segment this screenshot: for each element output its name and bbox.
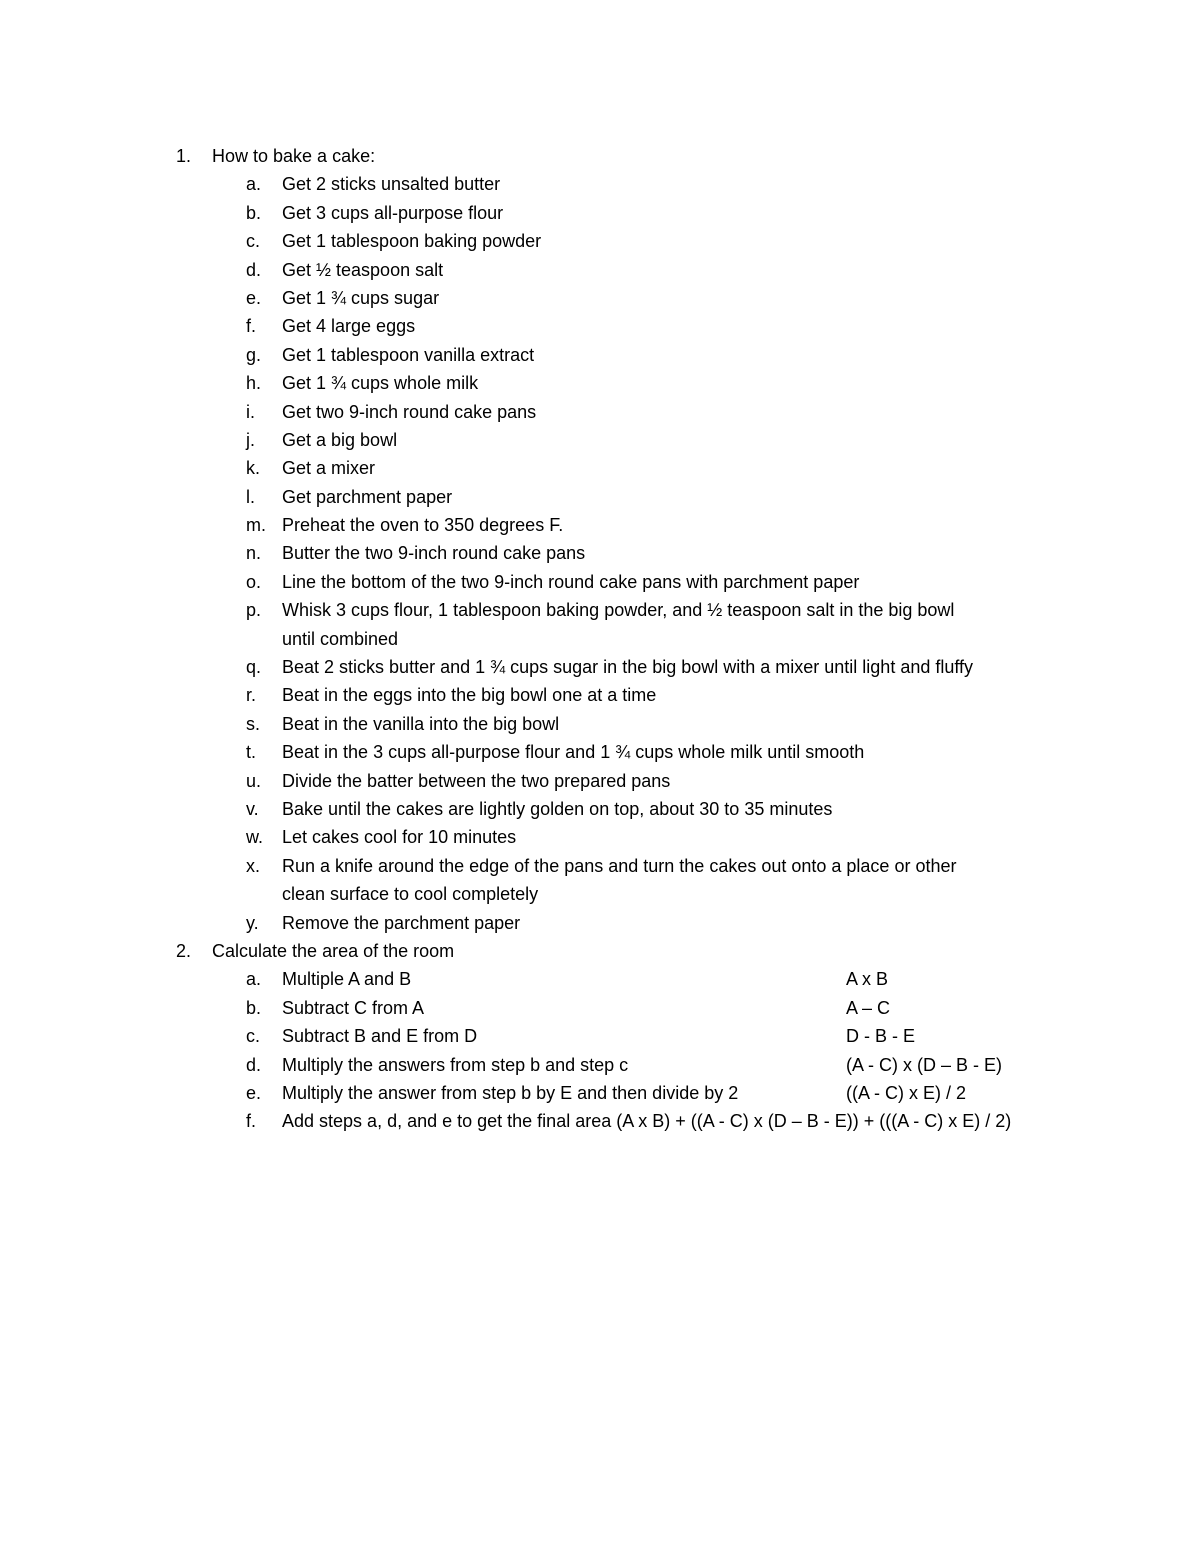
list-item-text: Beat in the 3 cups all-purpose flour and 1 ¾ cups whole milk until smooth — [282, 742, 865, 763]
list-item-letter: b. — [246, 997, 262, 1018]
list-item-text: Get 2 sticks unsalted butter — [282, 174, 501, 195]
list-item-text: Get parchment paper — [282, 486, 453, 507]
list-item — [0, 369, 1200, 397]
list-item-letter: l. — [246, 486, 255, 507]
list-item-text: Bake until the cakes are lightly golden on top, about 30 to 35 minutes — [282, 798, 833, 819]
list-item — [0, 909, 1200, 937]
list-item — [0, 511, 1200, 539]
list-item-letter: t. — [246, 742, 257, 763]
list-item-letter: h. — [246, 373, 262, 394]
list-item-letter: g. — [246, 344, 262, 365]
list-item-letter: u. — [246, 770, 262, 791]
section-title: How to bake a cake: — [212, 146, 376, 166]
list-item-continuation — [0, 625, 1200, 653]
list-item-letter: x. — [246, 855, 261, 876]
list-item-text: Butter the two 9-inch round cake pans — [282, 543, 586, 564]
list-item — [0, 483, 1200, 511]
list-item-text: Get ½ teaspoon salt — [282, 259, 444, 280]
list-item-text: Get two 9-inch round cake pans — [282, 401, 537, 422]
list-item-letter: m. — [246, 515, 266, 536]
step-list — [0, 965, 1200, 1135]
list-item-letter: f. — [246, 1111, 257, 1132]
list-item-text: Subtract B and E from D — [282, 1026, 478, 1047]
list-item — [0, 994, 1200, 1022]
list-item — [0, 596, 1200, 624]
list-item — [0, 1079, 1200, 1107]
list-item-formula: D - B - E — [846, 1026, 916, 1047]
list-item — [0, 341, 1200, 369]
list-item-letter: e. — [246, 287, 262, 308]
list-item-letter: y. — [246, 912, 259, 933]
list-item-text: Multiply the answers from step b and step c — [282, 1054, 629, 1075]
list-item — [0, 823, 1200, 851]
list-item — [0, 454, 1200, 482]
list-item-letter: a. — [246, 174, 262, 195]
list-item-letter: e. — [246, 1082, 262, 1103]
list-item-text: Multiply the answer from step b by E and then divide by 2 — [282, 1082, 739, 1103]
list-item-letter: j. — [246, 429, 255, 450]
list-item — [0, 1051, 1200, 1079]
list-item-text: Get 1 tablespoon baking powder — [282, 231, 542, 252]
list-item-text: Get 1 ¾ cups sugar — [282, 287, 440, 308]
list-item-text: Whisk 3 cups flour, 1 tablespoon baking powder, and ½ teaspoon salt in the big bowl — [282, 600, 955, 621]
list-item-letter: c. — [246, 231, 261, 252]
list-item-formula: A – C — [846, 997, 891, 1018]
list-item — [0, 1107, 1200, 1135]
list-item — [0, 1022, 1200, 1050]
list-item-letter: n. — [246, 543, 262, 564]
list-item-text: Get a mixer — [282, 458, 376, 479]
list-item-text: until combined — [282, 628, 399, 649]
list-item-text: Run a knife around the edge of the pans and turn the cakes out onto a place or other — [282, 855, 957, 876]
list-item-letter: v. — [246, 798, 259, 819]
list-item-letter: o. — [246, 571, 262, 592]
list-item — [0, 312, 1200, 340]
list-item-letter: k. — [246, 458, 261, 479]
section-heading — [0, 142, 1200, 170]
list-item-letter: b. — [246, 202, 262, 223]
list-item-letter: c. — [246, 1026, 261, 1047]
list-item-text: Beat in the vanilla into the big bowl — [282, 713, 560, 734]
list-item-formula: A x B — [846, 969, 889, 990]
list-item-text: Preheat the oven to 350 degrees F. — [282, 515, 564, 536]
list-item-letter: i. — [246, 401, 255, 422]
list-item-text: Add steps a, d, and e to get the final area (A x B) + ((A - C) x (D – B - E)) + (((A - C) x E) / 2) — [282, 1111, 1012, 1132]
list-item-letter: d. — [246, 259, 262, 280]
list-item-letter: p. — [246, 600, 262, 621]
list-item-text: Line the bottom of the two 9-inch round cake pans with parchment paper — [282, 571, 860, 592]
list-item-text: clean surface to cool completely — [282, 884, 539, 905]
list-item — [0, 653, 1200, 681]
list-item — [0, 738, 1200, 766]
list-item — [0, 199, 1200, 227]
section-number: 2. — [176, 940, 192, 961]
list-item — [0, 426, 1200, 454]
list-item-text: Multiple A and B — [282, 969, 412, 990]
list-item-letter: r. — [246, 685, 257, 706]
list-item-letter: s. — [246, 713, 261, 734]
list-item-letter: a. — [246, 969, 262, 990]
list-item-text: Remove the parchment paper — [282, 912, 521, 933]
list-item-text: Get 3 cups all-purpose flour — [282, 202, 504, 223]
step-list — [0, 170, 1200, 937]
list-item — [0, 227, 1200, 255]
list-item-text: Divide the batter between the two prepared pans — [282, 770, 671, 791]
list-item — [0, 795, 1200, 823]
list-item-letter: d. — [246, 1054, 262, 1075]
list-item-text: Beat in the eggs into the big bowl one at a time — [282, 685, 657, 706]
list-item-text: Beat 2 sticks butter and 1 ¾ cups sugar in the big bowl with a mixer until light and fluffy — [282, 657, 974, 678]
list-item — [0, 568, 1200, 596]
list-item-text: Subtract C from A — [282, 997, 425, 1018]
list-item-text: Get a big bowl — [282, 429, 398, 450]
list-item-letter: w. — [246, 827, 264, 848]
list-item — [0, 965, 1200, 993]
section-title: Calculate the area of the room — [212, 940, 455, 961]
list-item-text: Get 1 tablespoon vanilla extract — [282, 344, 535, 365]
list-item — [0, 710, 1200, 738]
list-item-text: Get 1 ¾ cups whole milk — [282, 373, 479, 394]
list-item-letter: f. — [246, 316, 257, 337]
list-item-text: Get 4 large eggs — [282, 316, 416, 337]
list-item — [0, 398, 1200, 426]
list-item — [0, 767, 1200, 795]
list-item — [0, 256, 1200, 284]
section-heading — [0, 937, 1200, 965]
section-number: 1. — [176, 146, 192, 166]
list-item-letter: q. — [246, 657, 262, 678]
list-item — [0, 539, 1200, 567]
list-item — [0, 852, 1200, 880]
list-item-formula: ((A - C) x E) / 2 — [846, 1082, 967, 1103]
list-item-formula: (A - C) x (D – B - E) — [846, 1054, 1003, 1075]
list-item-text: Let cakes cool for 10 minutes — [282, 827, 517, 848]
list-item — [0, 170, 1200, 198]
list-item — [0, 284, 1200, 312]
document-page — [0, 142, 1200, 1136]
list-item-continuation — [0, 880, 1200, 908]
list-item — [0, 681, 1200, 709]
